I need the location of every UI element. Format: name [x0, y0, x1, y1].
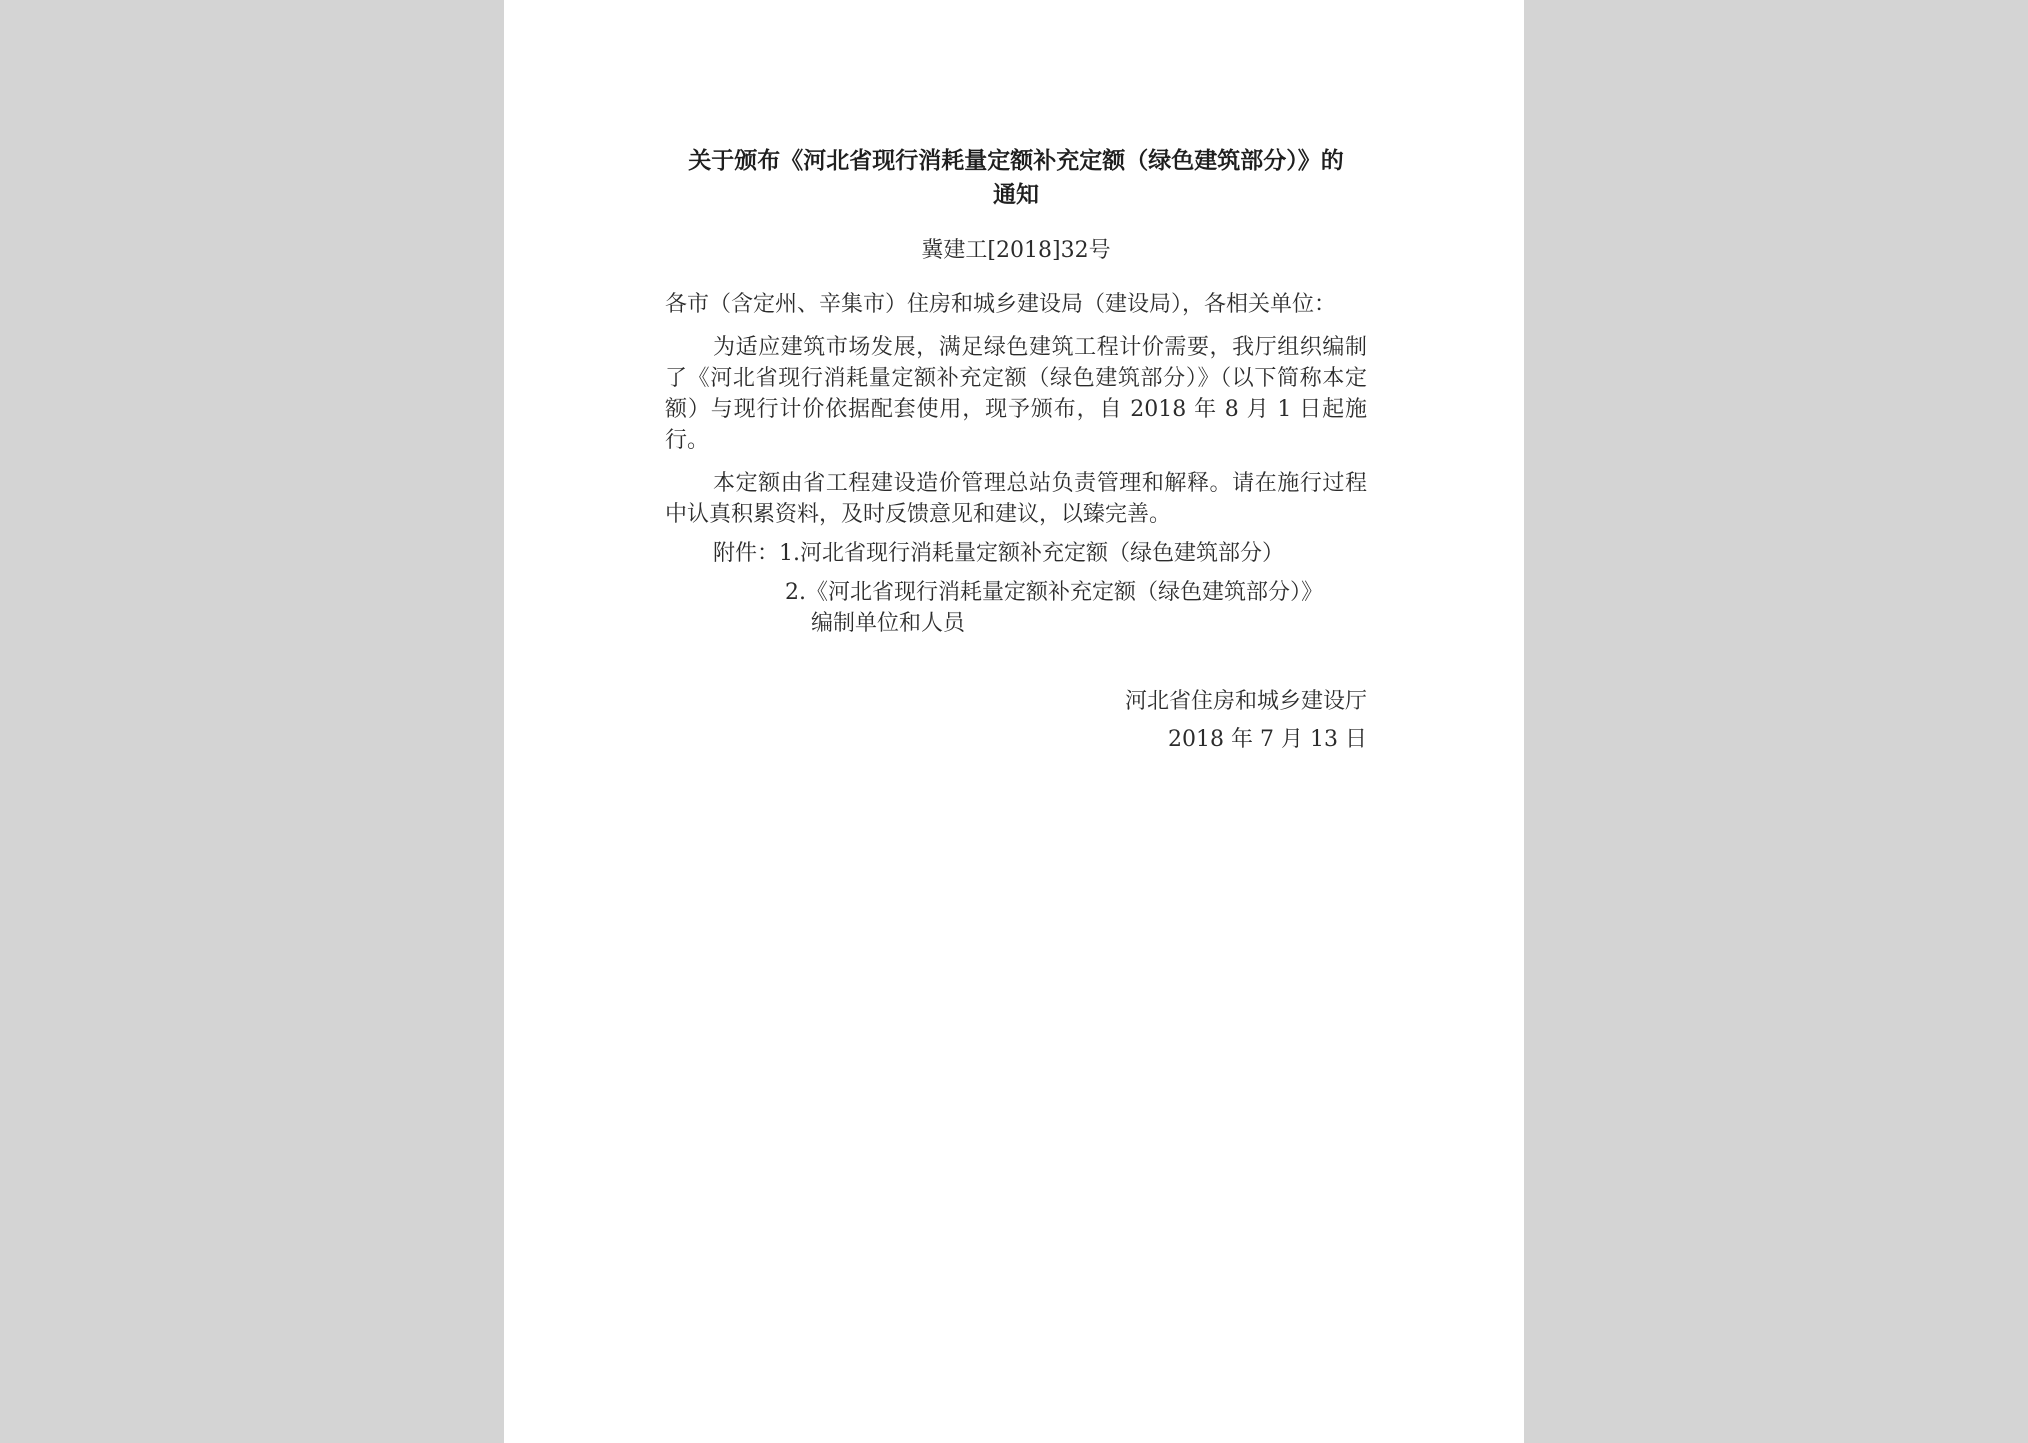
body-paragraph-2: 本定额由省工程建设造价管理总站负责管理和解释。请在施行过程中认真积累资料，及时反馈意见和建议，以臻完善。 — [665, 471, 1367, 527]
attachment-item-2-line2: 编制单位和人员 — [811, 611, 966, 636]
attachment-item-2 — [665, 577, 1367, 639]
document-number: 冀建工[2018]32号 — [921, 238, 1111, 263]
issuing-authority: 河北省住房和城乡建设厅 — [1124, 689, 1367, 714]
salutation: 各市（含定州、辛集市）住房和城乡建设局（建设局），各相关单位： — [665, 292, 1337, 317]
issue-date: 2018 年 7 月 13 日 — [1168, 727, 1367, 752]
attachment-item-1: 附件：1.河北省现行消耗量定额补充定额（绿色建筑部分） — [713, 541, 1284, 566]
page-content — [665, 144, 1367, 757]
notice-title-line2: 通知 — [993, 181, 1039, 208]
body-paragraph-1: 为适应建筑市场发展，满足绿色建筑工程计价需要，我厅组织编制了《河北省现行消耗量定额补充定额（绿色建筑部分）》（以下简称本定额）与现行计价依据配套使用，现予颁布，自 2018 年 8 月 1 日起施行。 — [665, 335, 1367, 453]
attachment-item-2-line1: 2.《河北省现行消耗量定额补充定额（绿色建筑部分）》 — [785, 580, 1323, 605]
notice-title — [665, 144, 1367, 212]
document-page — [504, 0, 1524, 1443]
notice-title-line1: 关于颁布《河北省现行消耗量定额补充定额（绿色建筑部分）》的 — [688, 147, 1344, 174]
